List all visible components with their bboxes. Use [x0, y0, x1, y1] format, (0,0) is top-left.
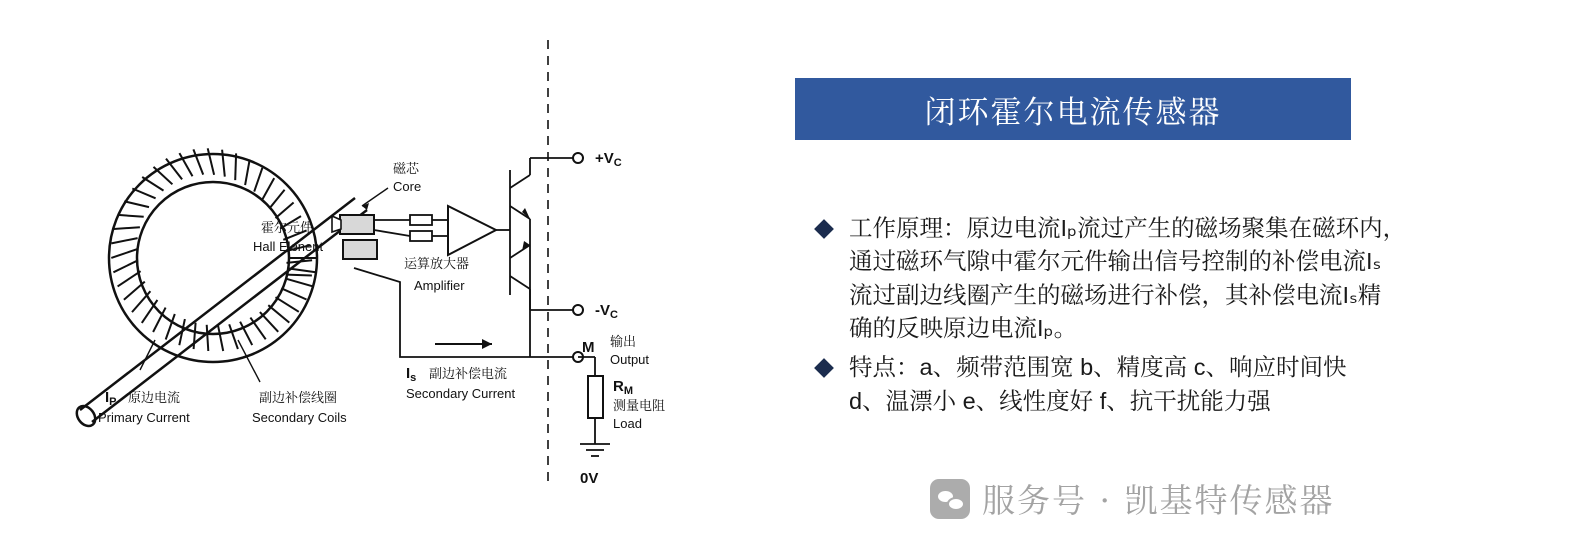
label-hall-cn: 霍尔元件 — [261, 220, 314, 235]
terminal-vc-plus — [573, 153, 583, 163]
label-secondary-cn: 副边补偿线圈 — [259, 390, 338, 405]
hall-sensor-schematic — [10, 10, 770, 547]
schematic-svg — [10, 10, 770, 547]
is-direction-arrow — [435, 339, 492, 349]
label-rm-symbol: $R_M$ — [613, 378, 634, 397]
label-is-cn: 副边补偿电流 — [429, 366, 508, 381]
diamond-bullet-icon — [814, 219, 834, 239]
label-primary-symbol: $I_P$ — [105, 389, 117, 408]
diamond-bullet-icon — [814, 359, 834, 379]
label-amp-en: Amplifier — [414, 278, 465, 293]
wechat-icon — [930, 479, 970, 519]
label-primary-cn: 原边电流 — [128, 390, 181, 405]
bullet-text-principle — [849, 212, 1406, 345]
label-hall-en: Hall Elenent — [253, 239, 324, 254]
title-banner — [795, 78, 1351, 140]
label-primary-en: Primary Current — [98, 410, 190, 425]
bullet-line: 通过磁环气隙中霍尔元件输出信号控制的补偿电流Iₛ — [849, 248, 1382, 275]
content-panel — [795, 78, 1555, 498]
label-vc-plus: $+V_C$ — [595, 150, 622, 169]
push-pull-transistors — [510, 158, 576, 357]
label-core-cn: 磁芯 — [393, 161, 420, 176]
bullet-line: 确的反映原边电流Iₚ。 — [849, 315, 1078, 342]
label-output-cn: 输出 — [610, 334, 637, 349]
amplifier-symbol — [448, 206, 510, 255]
bullet-item-principle — [795, 212, 1555, 345]
watermark-text: 服务号 · 凯基特传感器 — [982, 481, 1335, 520]
bullet-text-features — [849, 351, 1346, 418]
bullet-line: 工作原理：原边电流Iₚ流过产生的磁场聚集在磁环内， — [849, 215, 1407, 241]
hall-to-amp-wires — [374, 215, 448, 241]
label-is-symbol: $I_s$ — [406, 365, 417, 384]
bullet-line: 特点：a、频带范围宽 b、精度高 c、响应时间快 — [849, 354, 1347, 381]
label-vc-minus: $-V_C$ — [595, 302, 618, 321]
label-is-en: Secondary Current — [406, 386, 516, 401]
measuring-resistor — [578, 357, 610, 456]
page-title: 闭环霍尔电流传感器 — [924, 94, 1222, 130]
label-rm-en: Load — [613, 416, 642, 431]
label-core-en: Core — [393, 179, 422, 194]
bullet-line: d、温漂小 e、线性度好 f、抗干扰能力强 — [849, 387, 1271, 414]
watermark — [930, 475, 1334, 522]
label-output-en: Output — [610, 352, 650, 367]
label-ground: 0V — [580, 470, 599, 487]
bullet-line: 流过副边线圈产生的磁场进行补偿，其补偿电流Iₛ精 — [849, 281, 1382, 308]
label-secondary-en: Secondary Coils — [252, 410, 347, 425]
bullet-list — [795, 212, 1555, 418]
hall-element-block — [332, 215, 377, 259]
bullet-item-features — [795, 351, 1555, 418]
label-output-node: M — [582, 339, 595, 356]
terminal-vc-minus — [573, 305, 583, 315]
label-amp-cn: 运算放大器 — [404, 256, 470, 271]
label-rm-cn: 测量电阻 — [613, 398, 666, 413]
